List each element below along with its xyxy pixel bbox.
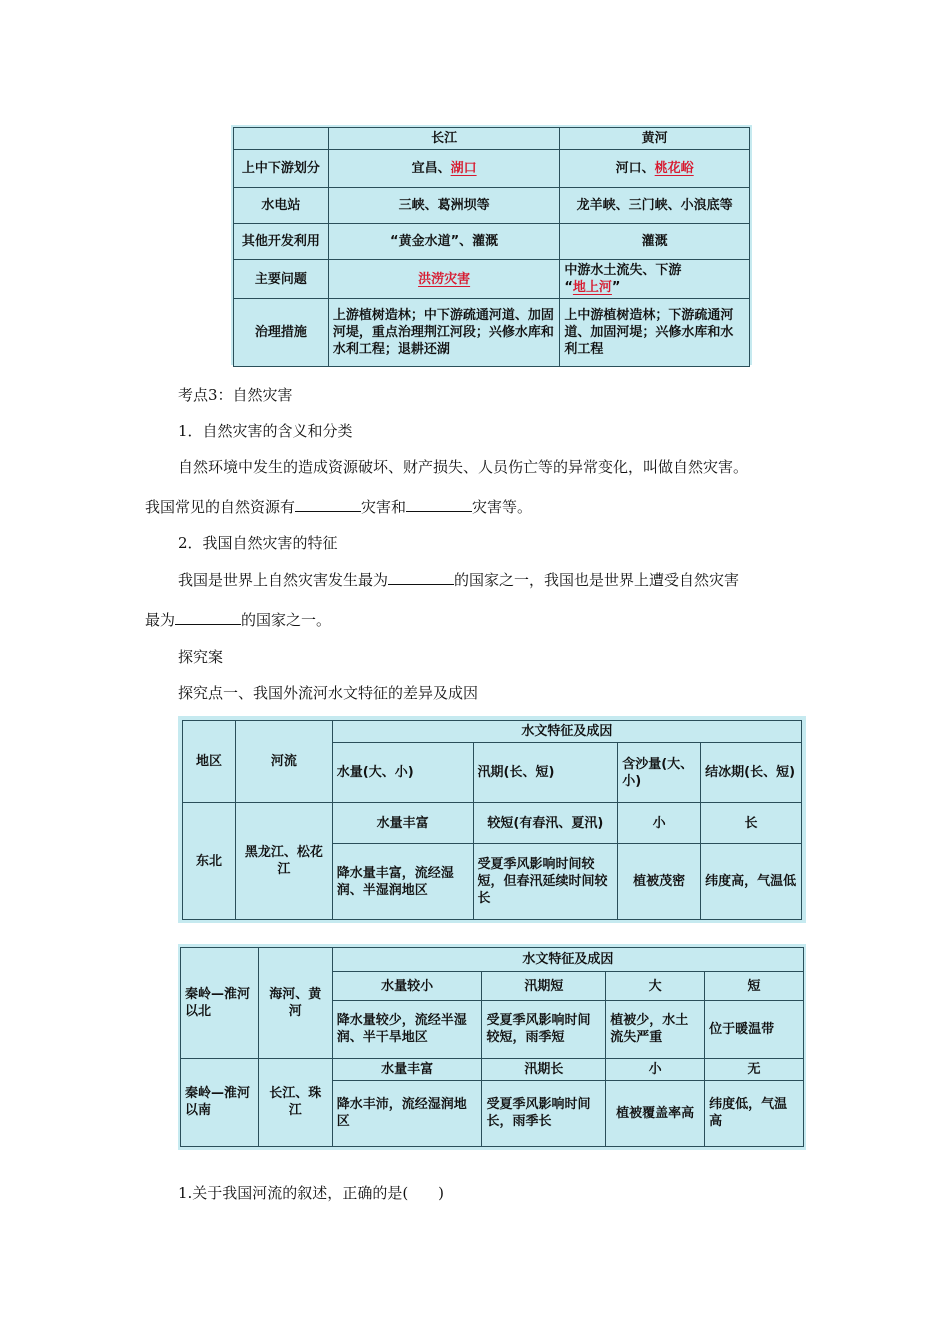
section-2-fill-line: 我国是世界上自然灾害发生最为 的国家之一，我国也是世界上遭受自然灾害 <box>178 571 740 589</box>
northeast-rivers-table <box>182 720 802 920</box>
changjiang-cell <box>328 260 560 299</box>
flood-cell: 汛期长 <box>482 1058 606 1080</box>
changjiang-cell: 宜昌、湖口 <box>328 150 560 188</box>
river-header: 河流 <box>235 721 332 803</box>
header-huanghe: 黄河 <box>560 128 750 150</box>
answer-fill: 洪涝灾害 <box>418 271 471 287</box>
question-1: 1.关于我国河流的叙述，正确的是( ) <box>178 1184 445 1202</box>
flood-reason: 受夏季风影响时间较短，雨季短 <box>482 1000 606 1058</box>
tanjiu-heading: 探究案 <box>178 648 224 666</box>
answer-fill: 桃花峪 <box>654 161 694 176</box>
water-reason: 降水量丰富，流经湿润、半湿润地区 <box>332 844 473 920</box>
ice-reason: 位于暖温带 <box>705 1000 804 1058</box>
section-1-para: 自然环境中发生的造成资源破坏、财产损失、人员伤亡等的异常变化，叫做自然灾害。 <box>178 458 749 476</box>
ice-cell: 短 <box>705 972 804 1000</box>
row-label: 水电站 <box>234 188 329 224</box>
row-label: 上中下游划分 <box>234 150 329 188</box>
region-cell: 秦岭—淮河以北 <box>181 948 259 1059</box>
flood-cell: 汛期短 <box>482 972 606 1000</box>
row-label: 其他开发利用 <box>234 224 329 260</box>
yangtze-yellow-table <box>233 127 750 367</box>
row-label: 主要问题 <box>234 260 329 299</box>
section-2-title: 2．我国自然灾害的特征 <box>178 534 338 552</box>
section-1-title: 1．自然灾害的含义和分类 <box>178 422 353 440</box>
sand-reason: 植被少，水土流失严重 <box>606 1000 705 1058</box>
blank-field[interactable] <box>406 497 472 512</box>
changjiang-cell: “黄金水道”、灌溉 <box>328 224 560 260</box>
changjiang-cell: 上游植树造林；中下游疏通河道、加固河堤，重点治理荆江河段；兴修水库和水利工程；退耕还湖 <box>328 299 560 367</box>
north-south-rivers-table <box>180 947 804 1147</box>
flood-cell: 较短(有春汛、夏汛) <box>473 803 618 844</box>
section-2-fill-line-2: 最为 的国家之一。 <box>145 611 332 629</box>
blank-field[interactable] <box>388 570 454 585</box>
group-header: 水文特征及成因 <box>332 948 803 972</box>
sand-reason: 植被茂密 <box>618 844 701 920</box>
region-cell: 东北 <box>183 803 236 920</box>
flood-header: 汛期(长、短) <box>473 743 618 803</box>
river-cell: 黑龙江、松花江 <box>235 803 332 920</box>
water-cell: 水量丰富 <box>332 803 473 844</box>
header-blank <box>234 128 329 150</box>
water-header: 水量(大、小) <box>332 743 473 803</box>
water-reason: 降水丰沛，流经湿润地区 <box>332 1080 482 1146</box>
water-cell: 水量较小 <box>332 972 482 1000</box>
huanghe-cell: 中游水土流失、下游 “地上河” <box>560 260 750 299</box>
group-header: 水文特征及成因 <box>332 721 801 743</box>
flood-reason: 受夏季风影响时间长，雨季长 <box>482 1080 606 1146</box>
ice-reason: 纬度低，气温高 <box>705 1080 804 1146</box>
water-reason: 降水量较少，流经半湿润、半干旱地区 <box>332 1000 482 1058</box>
blank-field[interactable] <box>175 610 241 625</box>
kaodian-heading: 考点3：自然灾害 <box>178 386 293 404</box>
ice-reason: 纬度高，气温低 <box>701 844 802 920</box>
huanghe-cell: 灌溉 <box>560 224 750 260</box>
changjiang-cell: 三峡、葛洲坝等 <box>328 188 560 224</box>
sand-header: 含沙量(大、小) <box>618 743 701 803</box>
sand-cell: 大 <box>606 972 705 1000</box>
river-cell: 海河、黄河 <box>258 948 332 1059</box>
header-changjiang: 长江 <box>328 128 560 150</box>
answer-fill: 地上河 <box>572 280 612 295</box>
huanghe-cell: 上中游植树造林；下游疏通河道、加固河堤；兴修水库和水利工程 <box>560 299 750 367</box>
ice-header: 结冰期(长、短) <box>701 743 802 803</box>
flood-reason: 受夏季风影响时间较短，但春汛延续时间较长 <box>473 844 618 920</box>
row-label: 治理措施 <box>234 299 329 367</box>
region-header: 地区 <box>183 721 236 803</box>
water-cell: 水量丰富 <box>332 1058 482 1080</box>
sand-cell: 小 <box>618 803 701 844</box>
river-cell: 长江、珠江 <box>258 1058 332 1146</box>
ice-cell: 长 <box>701 803 802 844</box>
sand-cell: 小 <box>606 1058 705 1080</box>
huanghe-cell: 龙羊峡、三门峡、小浪底等 <box>560 188 750 224</box>
blank-field[interactable] <box>295 497 361 512</box>
answer-fill: 湖口 <box>450 161 477 176</box>
sand-reason: 植被覆盖率高 <box>606 1080 705 1146</box>
section-1-fill-line: 我国常见的自然资源有 灾害和 灾害等。 <box>145 498 533 516</box>
ice-cell: 无 <box>705 1058 804 1080</box>
region-cell: 秦岭—淮河以南 <box>181 1058 259 1146</box>
tanjiu-point-1: 探究点一、我国外流河水文特征的差异及成因 <box>178 684 479 702</box>
huanghe-cell: 河口、桃花峪 <box>560 150 750 188</box>
